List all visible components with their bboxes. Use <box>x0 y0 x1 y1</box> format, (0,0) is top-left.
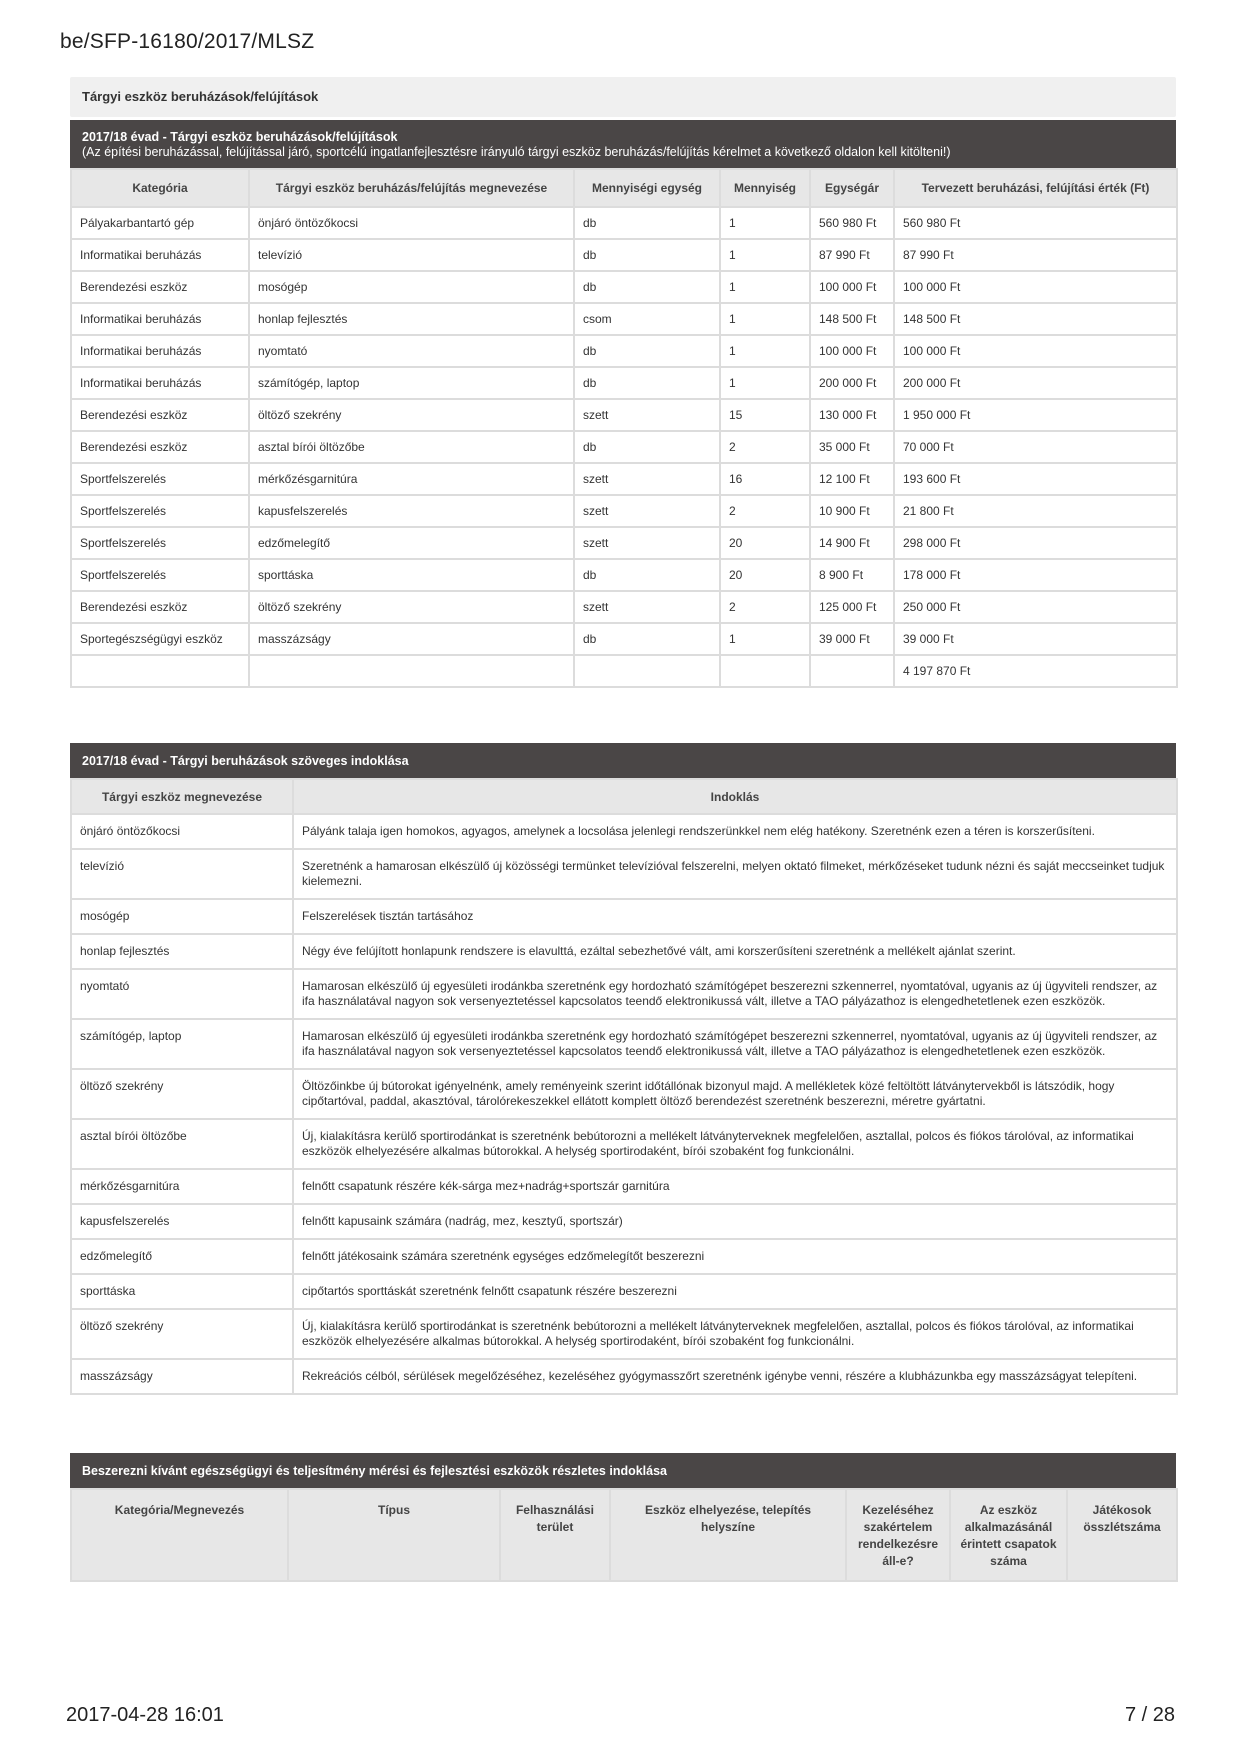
document-id: be/SFP-16180/2017/MLSZ <box>60 30 315 53</box>
justification-cell: Szeretnénk a hamarosan elkészülő új közösségi termünket televízióval felszerelni, melyen oktató filmeket, mérkőzéseket tudunk nézni és saját meccseinket tudjuk kielemezni. <box>293 849 1177 899</box>
table-row <box>71 623 1177 655</box>
table-cell: 87 990 Ft <box>894 239 1177 271</box>
item-name-cell: önjáró öntözőkocsi <box>71 814 293 849</box>
table-row <box>71 849 1177 899</box>
table-cell: 14 900 Ft <box>810 527 894 559</box>
justification-table-title: 2017/18 évad - Tárgyi beruházások szöveges indoklása <box>82 754 409 768</box>
table-header-row <box>71 1489 1177 1581</box>
table-cell: db <box>574 559 720 591</box>
total-row <box>71 655 1177 687</box>
table-cell: mosógép <box>249 271 574 303</box>
health-equipment-table <box>70 1488 1178 1582</box>
section-title: Tárgyi eszköz beruházások/felújítások <box>70 77 1176 117</box>
footer-timestamp: 2017-04-28 16:01 <box>66 1704 224 1726</box>
table-row <box>71 1204 1177 1239</box>
total-value: 4 197 870 Ft <box>894 655 1177 687</box>
table-cell: 8 900 Ft <box>810 559 894 591</box>
item-name-cell: öltöző szekrény <box>71 1069 293 1119</box>
column-header: Az eszköz alkalmazásánál érintett csapatok száma <box>950 1489 1067 1581</box>
table-cell: szett <box>574 495 720 527</box>
table-cell: 1 <box>720 335 810 367</box>
empty-cell <box>574 655 720 687</box>
table-row <box>71 814 1177 849</box>
empty-cell <box>720 655 810 687</box>
table-cell: 1 <box>720 207 810 239</box>
table-header-row <box>71 779 1177 814</box>
justification-cell: Hamarosan elkészülő új egyesületi irodánkba szeretnénk egy hordozható számítógépet beszerezni szkennerrel, nyomtatóval, ugyanis az új ügyviteli rendszer, az ifa használatával nagyon sok versenyeztetéssel kapcsolatos teendő elektronikussá vált, illetve a TAO pályázathoz is elengedhetetlenek ezen eszközök. <box>293 969 1177 1019</box>
table-row <box>71 335 1177 367</box>
table-cell: 560 980 Ft <box>810 207 894 239</box>
table-row <box>71 1019 1177 1069</box>
table-cell: honlap fejlesztés <box>249 303 574 335</box>
table-cell: Berendezési eszköz <box>71 271 249 303</box>
table-cell: Pályakarbantartó gép <box>71 207 249 239</box>
investment-table-subtitle: (Az építési beruházással, felújítással járó, sportcélú ingatlanfejlesztésre irányuló tárgyi eszköz beruházás/felújítás kérelmet a következő oldalon kell kitölteni!) <box>82 145 951 159</box>
table-row <box>71 207 1177 239</box>
justification-cell: Pályánk talaja igen homokos, agyagos, amelynek a locsolása jelenlegi rendszerünkkel nem elég hatékony. Szeretnénk ezen a téren is korszerűsíteni. <box>293 814 1177 849</box>
table-cell: 2 <box>720 495 810 527</box>
investment-block <box>70 120 1176 688</box>
item-name-cell: öltöző szekrény <box>71 1309 293 1359</box>
justification-cell: Öltözőinkbe új bútorokat igényelnénk, amely reményeink szerint időtállónak bizonyul majd. A mellékletek közé feltöltött látványtervekből is látszódik, hogy cipőtartóval, paddal, akasztóval, tárolórekeszekkel ellátott komplett öltöző berendezést szeretnénk beszerezni, méretre gyártatni. <box>293 1069 1177 1119</box>
health-equipment-block <box>70 1453 1176 1582</box>
investment-table-header <box>70 120 1176 168</box>
table-cell: öltöző szekrény <box>249 399 574 431</box>
table-row <box>71 899 1177 934</box>
table-cell: db <box>574 239 720 271</box>
table-cell: 1 <box>720 303 810 335</box>
investment-table-title: 2017/18 évad - Tárgyi eszköz beruházások/felújítások <box>82 130 398 144</box>
table-row <box>71 1119 1177 1169</box>
table-cell: 15 <box>720 399 810 431</box>
table-cell: 100 000 Ft <box>894 335 1177 367</box>
table-cell: 100 000 Ft <box>810 271 894 303</box>
table-row <box>71 463 1177 495</box>
table-cell: öltöző szekrény <box>249 591 574 623</box>
table-cell: masszázságy <box>249 623 574 655</box>
table-cell: 10 900 Ft <box>810 495 894 527</box>
table-cell: Berendezési eszköz <box>71 591 249 623</box>
justification-cell: Hamarosan elkészülő új egyesületi irodánkba szeretnénk egy hordozható számítógépet beszerezni szkennerrel, nyomtatóval, ugyanis az új ügyviteli rendszer, az ifa használatával nagyon sok versenyeztetéssel kapcsolatos teendő elektronikussá vált, illetve a TAO pályázathoz is elengedhetetlenek ezen eszközök. <box>293 1019 1177 1069</box>
table-cell: 193 600 Ft <box>894 463 1177 495</box>
table-cell: mérkőzésgarnitúra <box>249 463 574 495</box>
table-cell: Informatikai beruházás <box>71 367 249 399</box>
column-header: Tárgyi eszköz beruházás/felújítás megnevezése <box>249 169 574 207</box>
table-row <box>71 1309 1177 1359</box>
justification-table <box>70 778 1178 1395</box>
table-cell: 148 500 Ft <box>894 303 1177 335</box>
table-row <box>71 1359 1177 1394</box>
column-header: Felhasználási terület <box>500 1489 610 1581</box>
table-row <box>71 1274 1177 1309</box>
table-cell: Sportfelszerelés <box>71 559 249 591</box>
table-cell: szett <box>574 463 720 495</box>
table-row <box>71 431 1177 463</box>
column-header: Tervezett beruházási, felújítási érték (Ft) <box>894 169 1177 207</box>
table-cell: Sportfelszerelés <box>71 527 249 559</box>
table-row <box>71 527 1177 559</box>
table-cell: televízió <box>249 239 574 271</box>
table-cell: kapusfelszerelés <box>249 495 574 527</box>
table-cell: 298 000 Ft <box>894 527 1177 559</box>
table-row <box>71 559 1177 591</box>
justification-cell: Négy éve felújított honlapunk rendszere is elavulttá, ezáltal sebezhetővé vált, ami korszerűsíteni szeretnénk a mellékelt ajánlat szerint. <box>293 934 1177 969</box>
table-cell: db <box>574 207 720 239</box>
column-header: Indoklás <box>293 779 1177 814</box>
table-row <box>71 271 1177 303</box>
column-header: Játékosok összlétszáma <box>1067 1489 1177 1581</box>
table-cell: szett <box>574 399 720 431</box>
table-cell: 1 <box>720 239 810 271</box>
table-cell: sporttáska <box>249 559 574 591</box>
health-equipment-table-title: Beszerezni kívánt egészségügyi és teljesítmény mérési és fejlesztési eszközök részletes indoklása <box>82 1464 668 1478</box>
table-cell: 2 <box>720 431 810 463</box>
empty-cell <box>71 655 249 687</box>
table-cell: 16 <box>720 463 810 495</box>
investment-table <box>70 168 1178 688</box>
empty-cell <box>810 655 894 687</box>
item-name-cell: számítógép, laptop <box>71 1019 293 1069</box>
table-cell: 1 950 000 Ft <box>894 399 1177 431</box>
table-row <box>71 934 1177 969</box>
table-cell: 100 000 Ft <box>810 335 894 367</box>
table-cell: Sportfelszerelés <box>71 495 249 527</box>
justification-cell: felnőtt kapusaink számára (nadrág, mez, kesztyű, sportszár) <box>293 1204 1177 1239</box>
table-cell: 1 <box>720 623 810 655</box>
justification-cell: Felszerelések tisztán tartásához <box>293 899 1177 934</box>
justification-block <box>70 743 1176 1395</box>
table-cell: 130 000 Ft <box>810 399 894 431</box>
table-row <box>71 239 1177 271</box>
justification-cell: felnőtt csapatunk részére kék-sárga mez+nadrág+sportszár garnitúra <box>293 1169 1177 1204</box>
justification-cell: Új, kialakításra kerülő sportirodánkat is szeretnénk bebútorozni a mellékelt látványterveknek megfelelően, asztallal, polcos és fiókos tárolóval, az informatikai eszközök elhelyezésére alkalmas bútorokkal. A helység sportirodaként, bírói szobaként fog funkcionálni. <box>293 1309 1177 1359</box>
empty-cell <box>249 655 574 687</box>
table-cell: 2 <box>720 591 810 623</box>
table-cell: szett <box>574 527 720 559</box>
table-row <box>71 1069 1177 1119</box>
column-header: Kategória <box>71 169 249 207</box>
justification-cell: cipőtartós sporttáskát szeretnénk felnőtt csapatunk részére beszerezni <box>293 1274 1177 1309</box>
table-cell: 39 000 Ft <box>810 623 894 655</box>
item-name-cell: mosógép <box>71 899 293 934</box>
table-row <box>71 399 1177 431</box>
table-row <box>71 367 1177 399</box>
column-header: Tárgyi eszköz megnevezése <box>71 779 293 814</box>
justification-table-header <box>70 743 1176 778</box>
table-cell: Sportfelszerelés <box>71 463 249 495</box>
item-name-cell: honlap fejlesztés <box>71 934 293 969</box>
table-cell: db <box>574 271 720 303</box>
item-name-cell: sporttáska <box>71 1274 293 1309</box>
item-name-cell: nyomtató <box>71 969 293 1019</box>
table-cell: db <box>574 335 720 367</box>
table-cell: 20 <box>720 559 810 591</box>
column-header: Mennyiségi egység <box>574 169 720 207</box>
table-cell: 87 990 Ft <box>810 239 894 271</box>
justification-cell: Új, kialakításra kerülő sportirodánkat is szeretnénk bebútorozni a mellékelt látványterveknek megfelelően, asztallal, polcos és fiókos tárolóval, az informatikai eszközök elhelyezésére alkalmas bútorokkal. A helység sportirodaként, bírói szobaként fog funkcionálni. <box>293 1119 1177 1169</box>
table-cell: 560 980 Ft <box>894 207 1177 239</box>
table-cell: 1 <box>720 367 810 399</box>
table-cell: Berendezési eszköz <box>71 399 249 431</box>
table-cell: 125 000 Ft <box>810 591 894 623</box>
table-cell: önjáró öntözőkocsi <box>249 207 574 239</box>
table-cell: 148 500 Ft <box>810 303 894 335</box>
table-cell: 200 000 Ft <box>894 367 1177 399</box>
table-cell: 20 <box>720 527 810 559</box>
table-cell: 39 000 Ft <box>894 623 1177 655</box>
item-name-cell: televízió <box>71 849 293 899</box>
column-header: Eszköz elhelyezése, telepítés helyszíne <box>610 1489 846 1581</box>
table-cell: db <box>574 367 720 399</box>
column-header: Kategória/Megnevezés <box>71 1489 288 1581</box>
table-cell: Informatikai beruházás <box>71 303 249 335</box>
table-cell: szett <box>574 591 720 623</box>
table-cell: 70 000 Ft <box>894 431 1177 463</box>
table-cell: 21 800 Ft <box>894 495 1177 527</box>
table-cell: edzőmelegítő <box>249 527 574 559</box>
table-cell: 200 000 Ft <box>810 367 894 399</box>
table-cell: asztal bírói öltözőbe <box>249 431 574 463</box>
item-name-cell: asztal bírói öltözőbe <box>71 1119 293 1169</box>
table-cell: 1 <box>720 271 810 303</box>
table-row <box>71 495 1177 527</box>
table-row <box>71 1169 1177 1204</box>
table-row <box>71 303 1177 335</box>
item-name-cell: masszázságy <box>71 1359 293 1394</box>
column-header: Kezeléséhez szakértelem rendelkezésre áll-e? <box>846 1489 950 1581</box>
table-cell: nyomtató <box>249 335 574 367</box>
justification-cell: felnőtt játékosaink számára szeretnénk egységes edzőmelegítőt beszerezni <box>293 1239 1177 1274</box>
table-cell: Berendezési eszköz <box>71 431 249 463</box>
table-row <box>71 591 1177 623</box>
table-row <box>71 969 1177 1019</box>
health-equipment-table-header <box>70 1453 1176 1488</box>
item-name-cell: kapusfelszerelés <box>71 1204 293 1239</box>
footer-page-number: 7 / 28 <box>1124 1704 1175 1726</box>
item-name-cell: edzőmelegítő <box>71 1239 293 1274</box>
table-cell: 100 000 Ft <box>894 271 1177 303</box>
column-header: Típus <box>288 1489 500 1581</box>
table-cell: db <box>574 623 720 655</box>
table-cell: 178 000 Ft <box>894 559 1177 591</box>
table-cell: Sportegészségügyi eszköz <box>71 623 249 655</box>
justification-cell: Rekreációs célból, sérülések megelőzéséhez, kezeléséhez gyógymasszőrt szeretnénk igénybe venni, részére a klubházunkba egy masszázságyat telepíteni. <box>293 1359 1177 1394</box>
table-row <box>71 1239 1177 1274</box>
table-header-row <box>71 169 1177 207</box>
table-cell: 250 000 Ft <box>894 591 1177 623</box>
table-cell: csom <box>574 303 720 335</box>
column-header: Egységár <box>810 169 894 207</box>
table-cell: Informatikai beruházás <box>71 335 249 367</box>
item-name-cell: mérkőzésgarnitúra <box>71 1169 293 1204</box>
table-cell: db <box>574 431 720 463</box>
column-header: Mennyiség <box>720 169 810 207</box>
table-cell: számítógép, laptop <box>249 367 574 399</box>
table-cell: Informatikai beruházás <box>71 239 249 271</box>
table-cell: 35 000 Ft <box>810 431 894 463</box>
table-cell: 12 100 Ft <box>810 463 894 495</box>
